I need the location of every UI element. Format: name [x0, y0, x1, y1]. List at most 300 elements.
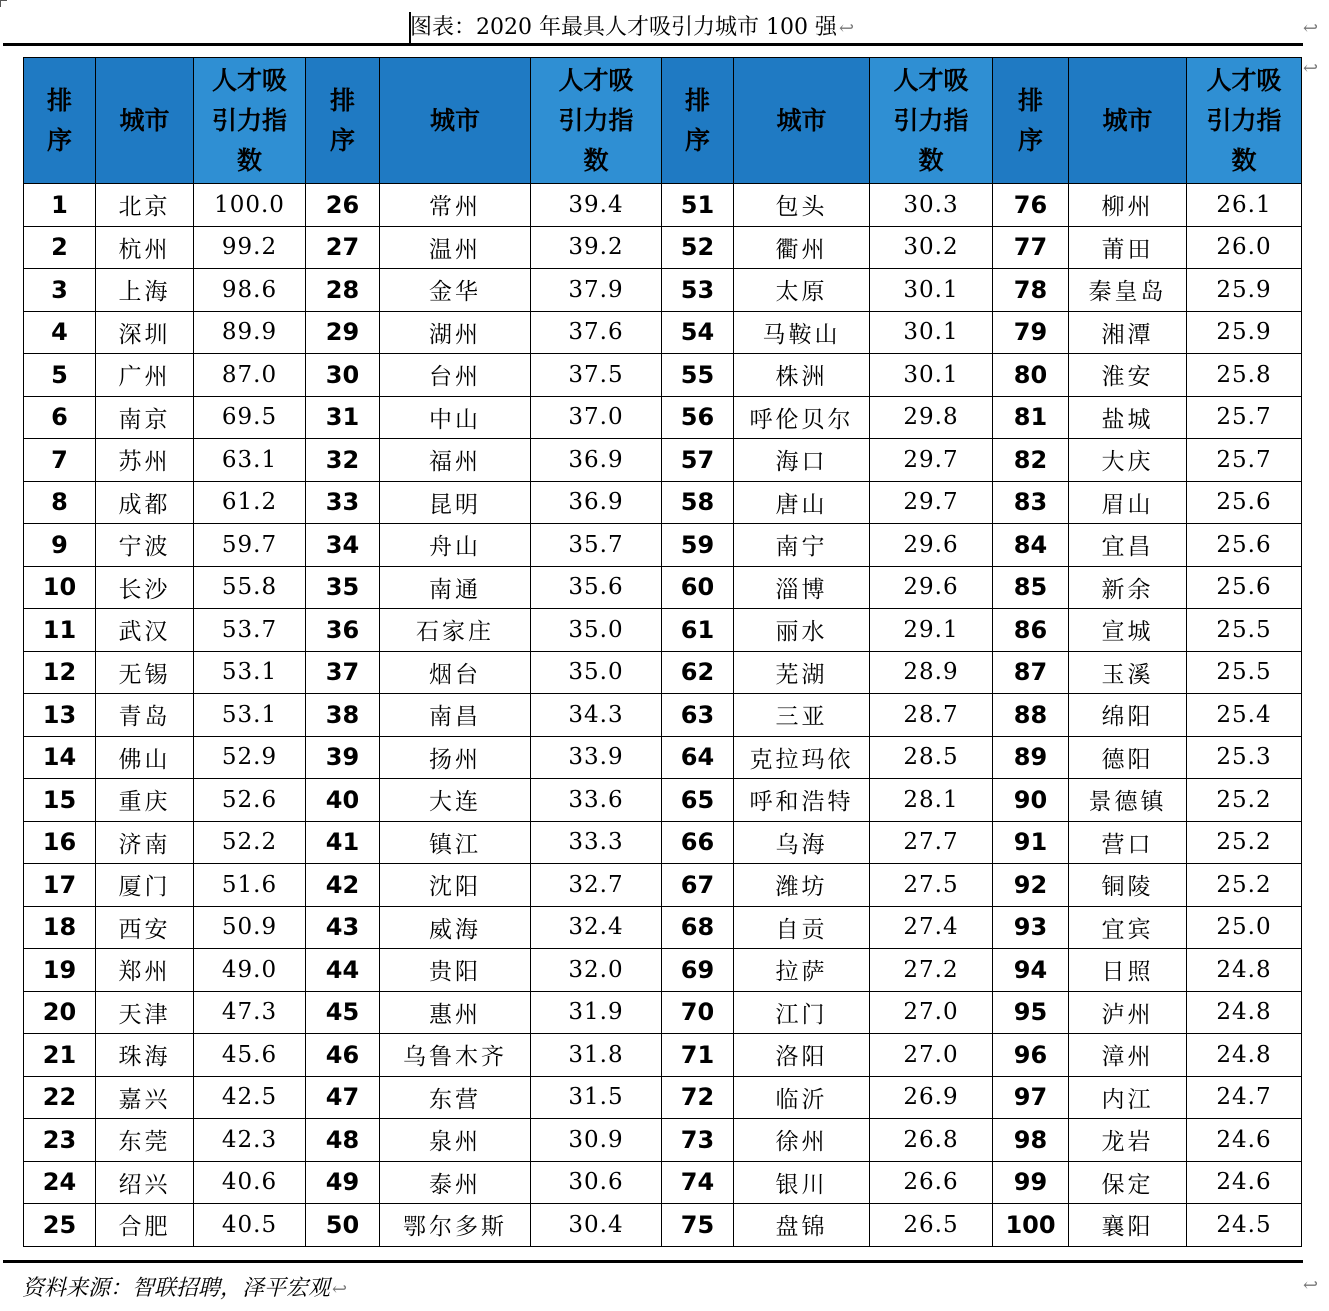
rank-cell: 67 — [662, 864, 734, 907]
city-cell: 海口 — [734, 439, 870, 482]
city-cell: 襄阳 — [1069, 1204, 1187, 1247]
table-row — [24, 864, 1302, 907]
rank-cell: 91 — [993, 821, 1069, 864]
index-value-cell: 25.6 — [1187, 481, 1302, 524]
rank-cell: 96 — [993, 1034, 1069, 1077]
index-value-cell: 26.1 — [1187, 184, 1302, 227]
index-value-cell: 35.6 — [531, 566, 662, 609]
rank-cell: 33 — [306, 481, 380, 524]
table-header — [24, 58, 1302, 184]
rank-cell: 56 — [662, 396, 734, 439]
city-cell: 保定 — [1069, 1161, 1187, 1204]
index-value-cell: 25.5 — [1187, 651, 1302, 694]
rank-cell: 31 — [306, 396, 380, 439]
index-value-cell: 31.8 — [531, 1034, 662, 1077]
rank-cell: 10 — [24, 566, 96, 609]
rank-cell: 3 — [24, 269, 96, 312]
city-cell: 柳州 — [1069, 184, 1187, 227]
index-value-cell: 27.5 — [870, 864, 993, 907]
index-value-cell: 33.9 — [531, 736, 662, 779]
city-cell: 烟台 — [380, 651, 531, 694]
table-body — [24, 184, 1302, 1247]
city-cell: 宜昌 — [1069, 524, 1187, 567]
rank-cell: 99 — [993, 1161, 1069, 1204]
rank-cell: 36 — [306, 609, 380, 652]
city-cell: 常州 — [380, 184, 531, 227]
city-cell: 沈阳 — [380, 864, 531, 907]
city-cell: 三亚 — [734, 694, 870, 737]
city-cell: 泰州 — [380, 1161, 531, 1204]
return-mark-icon: ↩ — [838, 18, 855, 39]
city-cell: 北京 — [96, 184, 194, 227]
rank-cell: 95 — [993, 991, 1069, 1034]
city-cell: 南昌 — [380, 694, 531, 737]
index-value-cell: 53.1 — [194, 651, 306, 694]
rank-cell: 9 — [24, 524, 96, 567]
rank-cell: 34 — [306, 524, 380, 567]
index-value-cell: 36.9 — [531, 439, 662, 482]
index-value-cell: 26.0 — [1187, 226, 1302, 269]
top-rule — [3, 43, 1303, 46]
city-cell: 杭州 — [96, 226, 194, 269]
city-cell: 无锡 — [96, 651, 194, 694]
index-value-cell: 31.5 — [531, 1076, 662, 1119]
city-cell: 泸州 — [1069, 991, 1187, 1034]
index-value-cell: 40.6 — [194, 1161, 306, 1204]
index-value-cell: 45.6 — [194, 1034, 306, 1077]
index-value-cell: 99.2 — [194, 226, 306, 269]
city-cell: 昆明 — [380, 481, 531, 524]
table-row — [24, 226, 1302, 269]
city-cell: 宣城 — [1069, 609, 1187, 652]
rank-cell: 68 — [662, 906, 734, 949]
city-cell: 苏州 — [96, 439, 194, 482]
rank-cell: 28 — [306, 269, 380, 312]
index-value-cell: 28.1 — [870, 779, 993, 822]
city-cell: 唐山 — [734, 481, 870, 524]
rank-cell: 51 — [662, 184, 734, 227]
table-row — [24, 821, 1302, 864]
city-cell: 江门 — [734, 991, 870, 1034]
rank-cell: 2 — [24, 226, 96, 269]
city-cell: 眉山 — [1069, 481, 1187, 524]
city-header: 城市 — [1069, 58, 1187, 184]
table-row — [24, 354, 1302, 397]
index-value-cell: 51.6 — [194, 864, 306, 907]
index-value-cell: 42.5 — [194, 1076, 306, 1119]
city-cell: 广州 — [96, 354, 194, 397]
rank-cell: 90 — [993, 779, 1069, 822]
index-value-cell: 24.8 — [1187, 949, 1302, 992]
rank-cell: 81 — [993, 396, 1069, 439]
ranking-table — [23, 57, 1302, 1247]
city-cell: 大连 — [380, 779, 531, 822]
index-value-cell: 27.4 — [870, 906, 993, 949]
index-value-cell: 53.7 — [194, 609, 306, 652]
city-cell: 乌鲁木齐 — [380, 1034, 531, 1077]
city-cell: 大庆 — [1069, 439, 1187, 482]
index-value-cell: 87.0 — [194, 354, 306, 397]
index-value-cell: 25.9 — [1187, 269, 1302, 312]
rank-cell: 16 — [24, 821, 96, 864]
rank-cell: 49 — [306, 1161, 380, 1204]
table-row — [24, 949, 1302, 992]
index-value-cell: 30.3 — [870, 184, 993, 227]
rank-cell: 66 — [662, 821, 734, 864]
index-value-cell: 42.3 — [194, 1119, 306, 1162]
index-value-cell: 50.9 — [194, 906, 306, 949]
rank-cell: 30 — [306, 354, 380, 397]
rank-cell: 83 — [993, 481, 1069, 524]
city-cell: 漳州 — [1069, 1034, 1187, 1077]
index-value-cell: 25.2 — [1187, 864, 1302, 907]
rank-cell: 29 — [306, 311, 380, 354]
city-cell: 贵阳 — [380, 949, 531, 992]
city-cell: 德阳 — [1069, 736, 1187, 779]
city-cell: 龙岩 — [1069, 1119, 1187, 1162]
city-cell: 宜宾 — [1069, 906, 1187, 949]
rank-cell: 22 — [24, 1076, 96, 1119]
city-cell: 呼伦贝尔 — [734, 396, 870, 439]
index-value-cell: 47.3 — [194, 991, 306, 1034]
rank-cell: 11 — [24, 609, 96, 652]
rank-cell: 74 — [662, 1161, 734, 1204]
index-value-cell: 25.6 — [1187, 566, 1302, 609]
rank-cell: 43 — [306, 906, 380, 949]
city-cell: 泉州 — [380, 1119, 531, 1162]
city-cell: 潍坊 — [734, 864, 870, 907]
rank-cell: 63 — [662, 694, 734, 737]
rank-cell: 44 — [306, 949, 380, 992]
table-caption — [410, 13, 854, 43]
index-value-cell: 24.8 — [1187, 991, 1302, 1034]
city-cell: 舟山 — [380, 524, 531, 567]
rank-cell: 78 — [993, 269, 1069, 312]
rank-header: 排 序 — [24, 58, 96, 184]
city-cell: 温州 — [380, 226, 531, 269]
index-value-cell: 24.6 — [1187, 1119, 1302, 1162]
city-cell: 玉溪 — [1069, 651, 1187, 694]
table-row — [24, 439, 1302, 482]
index-value-cell: 33.6 — [531, 779, 662, 822]
city-cell: 长沙 — [96, 566, 194, 609]
rank-cell: 17 — [24, 864, 96, 907]
index-value-cell: 37.9 — [531, 269, 662, 312]
index-value-cell: 30.4 — [531, 1204, 662, 1247]
rank-cell: 5 — [24, 354, 96, 397]
rank-cell: 23 — [24, 1119, 96, 1162]
rank-cell: 60 — [662, 566, 734, 609]
rank-cell: 65 — [662, 779, 734, 822]
index-value-cell: 26.9 — [870, 1076, 993, 1119]
city-cell: 呼和浩特 — [734, 779, 870, 822]
city-cell: 芜湖 — [734, 651, 870, 694]
rank-cell: 62 — [662, 651, 734, 694]
rank-cell: 76 — [993, 184, 1069, 227]
rank-cell: 4 — [24, 311, 96, 354]
return-mark-icon: ↩ — [1303, 18, 1319, 39]
city-cell: 重庆 — [96, 779, 194, 822]
index-value-cell: 24.5 — [1187, 1204, 1302, 1247]
city-cell: 淮安 — [1069, 354, 1187, 397]
city-cell: 威海 — [380, 906, 531, 949]
index-value-cell: 39.4 — [531, 184, 662, 227]
index-value-cell: 24.7 — [1187, 1076, 1302, 1119]
rank-cell: 97 — [993, 1076, 1069, 1119]
rank-cell: 40 — [306, 779, 380, 822]
table-row — [24, 779, 1302, 822]
rank-cell: 12 — [24, 651, 96, 694]
table-row — [24, 481, 1302, 524]
index-value-cell: 100.0 — [194, 184, 306, 227]
rank-cell: 57 — [662, 439, 734, 482]
city-cell: 金华 — [380, 269, 531, 312]
index-value-cell: 27.7 — [870, 821, 993, 864]
city-cell: 日照 — [1069, 949, 1187, 992]
city-cell: 自贡 — [734, 906, 870, 949]
rank-cell: 75 — [662, 1204, 734, 1247]
city-cell: 包头 — [734, 184, 870, 227]
city-cell: 洛阳 — [734, 1034, 870, 1077]
index-value-cell: 33.3 — [531, 821, 662, 864]
rank-cell: 50 — [306, 1204, 380, 1247]
city-cell: 克拉玛依 — [734, 736, 870, 779]
caption-text: 图表：2020 年最具人才吸引力城市 100 强 — [410, 15, 837, 40]
rank-cell: 39 — [306, 736, 380, 779]
city-cell: 秦皇岛 — [1069, 269, 1187, 312]
index-value-cell: 37.0 — [531, 396, 662, 439]
city-cell: 银川 — [734, 1161, 870, 1204]
table-row — [24, 1204, 1302, 1247]
city-cell: 佛山 — [96, 736, 194, 779]
rank-cell: 79 — [993, 311, 1069, 354]
city-cell: 中山 — [380, 396, 531, 439]
index-value-cell: 61.2 — [194, 481, 306, 524]
table-row — [24, 524, 1302, 567]
rank-cell: 61 — [662, 609, 734, 652]
index-header: 人才吸 引力指 数 — [531, 58, 662, 184]
table-row — [24, 1034, 1302, 1077]
city-cell: 西安 — [96, 906, 194, 949]
rank-cell: 18 — [24, 906, 96, 949]
city-header: 城市 — [734, 58, 870, 184]
index-value-cell: 24.8 — [1187, 1034, 1302, 1077]
city-cell: 惠州 — [380, 991, 531, 1034]
rank-cell: 48 — [306, 1119, 380, 1162]
index-value-cell: 27.0 — [870, 1034, 993, 1077]
city-header: 城市 — [96, 58, 194, 184]
rank-cell: 27 — [306, 226, 380, 269]
rank-cell: 69 — [662, 949, 734, 992]
rank-cell: 73 — [662, 1119, 734, 1162]
city-cell: 景德镇 — [1069, 779, 1187, 822]
table-row — [24, 736, 1302, 779]
city-cell: 东莞 — [96, 1119, 194, 1162]
source-note — [22, 1271, 347, 1302]
index-value-cell: 27.2 — [870, 949, 993, 992]
rank-cell: 46 — [306, 1034, 380, 1077]
index-value-cell: 25.7 — [1187, 439, 1302, 482]
index-value-cell: 37.6 — [531, 311, 662, 354]
city-cell: 扬州 — [380, 736, 531, 779]
index-value-cell: 26.6 — [870, 1161, 993, 1204]
index-value-cell: 25.2 — [1187, 779, 1302, 822]
index-value-cell: 36.9 — [531, 481, 662, 524]
rank-cell: 21 — [24, 1034, 96, 1077]
city-cell: 石家庄 — [380, 609, 531, 652]
index-value-cell: 25.6 — [1187, 524, 1302, 567]
index-value-cell: 25.7 — [1187, 396, 1302, 439]
rank-cell: 54 — [662, 311, 734, 354]
index-value-cell: 29.7 — [870, 481, 993, 524]
table-row — [24, 991, 1302, 1034]
city-cell: 郑州 — [96, 949, 194, 992]
rank-cell: 77 — [993, 226, 1069, 269]
city-cell: 东营 — [380, 1076, 531, 1119]
rank-cell: 52 — [662, 226, 734, 269]
index-value-cell: 69.5 — [194, 396, 306, 439]
rank-cell: 80 — [993, 354, 1069, 397]
city-cell: 上海 — [96, 269, 194, 312]
index-value-cell: 28.7 — [870, 694, 993, 737]
rank-cell: 45 — [306, 991, 380, 1034]
index-value-cell: 32.4 — [531, 906, 662, 949]
rank-cell: 87 — [993, 651, 1069, 694]
index-value-cell: 53.1 — [194, 694, 306, 737]
index-value-cell: 29.8 — [870, 396, 993, 439]
index-value-cell: 98.6 — [194, 269, 306, 312]
rank-cell: 100 — [993, 1204, 1069, 1247]
city-cell: 台州 — [380, 354, 531, 397]
rank-cell: 42 — [306, 864, 380, 907]
rank-cell: 47 — [306, 1076, 380, 1119]
index-header: 人才吸 引力指 数 — [194, 58, 306, 184]
rank-cell: 98 — [993, 1119, 1069, 1162]
index-value-cell: 29.7 — [870, 439, 993, 482]
rank-cell: 8 — [24, 481, 96, 524]
rank-cell: 55 — [662, 354, 734, 397]
rank-cell: 25 — [24, 1204, 96, 1247]
rank-cell: 58 — [662, 481, 734, 524]
rank-cell: 72 — [662, 1076, 734, 1119]
index-value-cell: 25.0 — [1187, 906, 1302, 949]
table-row — [24, 269, 1302, 312]
index-value-cell: 35.7 — [531, 524, 662, 567]
bottom-rule — [3, 1260, 1303, 1263]
city-cell: 鄂尔多斯 — [380, 1204, 531, 1247]
city-cell: 株洲 — [734, 354, 870, 397]
index-value-cell: 39.2 — [531, 226, 662, 269]
rank-cell: 94 — [993, 949, 1069, 992]
index-value-cell: 29.6 — [870, 566, 993, 609]
index-value-cell: 49.0 — [194, 949, 306, 992]
index-value-cell: 29.1 — [870, 609, 993, 652]
rank-cell: 71 — [662, 1034, 734, 1077]
city-cell: 盘锦 — [734, 1204, 870, 1247]
city-header: 城市 — [380, 58, 531, 184]
city-cell: 马鞍山 — [734, 311, 870, 354]
index-value-cell: 25.2 — [1187, 821, 1302, 864]
rank-cell: 14 — [24, 736, 96, 779]
city-cell: 太原 — [734, 269, 870, 312]
index-value-cell: 28.5 — [870, 736, 993, 779]
index-value-cell: 37.5 — [531, 354, 662, 397]
table-row — [24, 609, 1302, 652]
rank-header: 排 序 — [662, 58, 734, 184]
rank-cell: 70 — [662, 991, 734, 1034]
rank-cell: 82 — [993, 439, 1069, 482]
index-value-cell: 63.1 — [194, 439, 306, 482]
return-mark-icon: ↩ — [1303, 58, 1319, 79]
index-value-cell: 25.3 — [1187, 736, 1302, 779]
rank-cell: 1 — [24, 184, 96, 227]
rank-cell: 84 — [993, 524, 1069, 567]
index-value-cell: 27.0 — [870, 991, 993, 1034]
rank-cell: 59 — [662, 524, 734, 567]
city-cell: 丽水 — [734, 609, 870, 652]
city-cell: 盐城 — [1069, 396, 1187, 439]
rank-cell: 53 — [662, 269, 734, 312]
index-value-cell: 59.7 — [194, 524, 306, 567]
city-cell: 南京 — [96, 396, 194, 439]
rank-cell: 41 — [306, 821, 380, 864]
city-cell: 宁波 — [96, 524, 194, 567]
rank-header: 排 序 — [993, 58, 1069, 184]
city-cell: 厦门 — [96, 864, 194, 907]
table-row — [24, 1076, 1302, 1119]
index-value-cell: 30.1 — [870, 269, 993, 312]
city-cell: 铜陵 — [1069, 864, 1187, 907]
index-value-cell: 35.0 — [531, 651, 662, 694]
source-text: 资料来源：智联招聘，泽平宏观 — [22, 1276, 331, 1301]
city-cell: 绵阳 — [1069, 694, 1187, 737]
rank-cell: 24 — [24, 1161, 96, 1204]
index-value-cell: 25.4 — [1187, 694, 1302, 737]
city-cell: 深圳 — [96, 311, 194, 354]
rank-cell: 13 — [24, 694, 96, 737]
index-value-cell: 35.0 — [531, 609, 662, 652]
city-cell: 湖州 — [380, 311, 531, 354]
index-value-cell: 30.2 — [870, 226, 993, 269]
city-cell: 临沂 — [734, 1076, 870, 1119]
city-cell: 福州 — [380, 439, 531, 482]
index-value-cell: 55.8 — [194, 566, 306, 609]
return-mark-icon: ↩ — [332, 1279, 348, 1300]
rank-cell: 88 — [993, 694, 1069, 737]
index-value-cell: 30.6 — [531, 1161, 662, 1204]
city-cell: 武汉 — [96, 609, 194, 652]
city-cell: 珠海 — [96, 1034, 194, 1077]
city-cell: 天津 — [96, 991, 194, 1034]
city-cell: 嘉兴 — [96, 1076, 194, 1119]
rank-cell: 19 — [24, 949, 96, 992]
rank-cell: 89 — [993, 736, 1069, 779]
index-value-cell: 89.9 — [194, 311, 306, 354]
city-cell: 淄博 — [734, 566, 870, 609]
city-cell: 衢州 — [734, 226, 870, 269]
rank-cell: 37 — [306, 651, 380, 694]
index-header: 人才吸 引力指 数 — [1187, 58, 1302, 184]
table-row — [24, 566, 1302, 609]
index-value-cell: 30.1 — [870, 354, 993, 397]
rank-cell: 32 — [306, 439, 380, 482]
city-cell: 乌海 — [734, 821, 870, 864]
rank-cell: 93 — [993, 906, 1069, 949]
index-value-cell: 32.7 — [531, 864, 662, 907]
index-value-cell: 28.9 — [870, 651, 993, 694]
rank-cell: 15 — [24, 779, 96, 822]
rank-cell: 85 — [993, 566, 1069, 609]
